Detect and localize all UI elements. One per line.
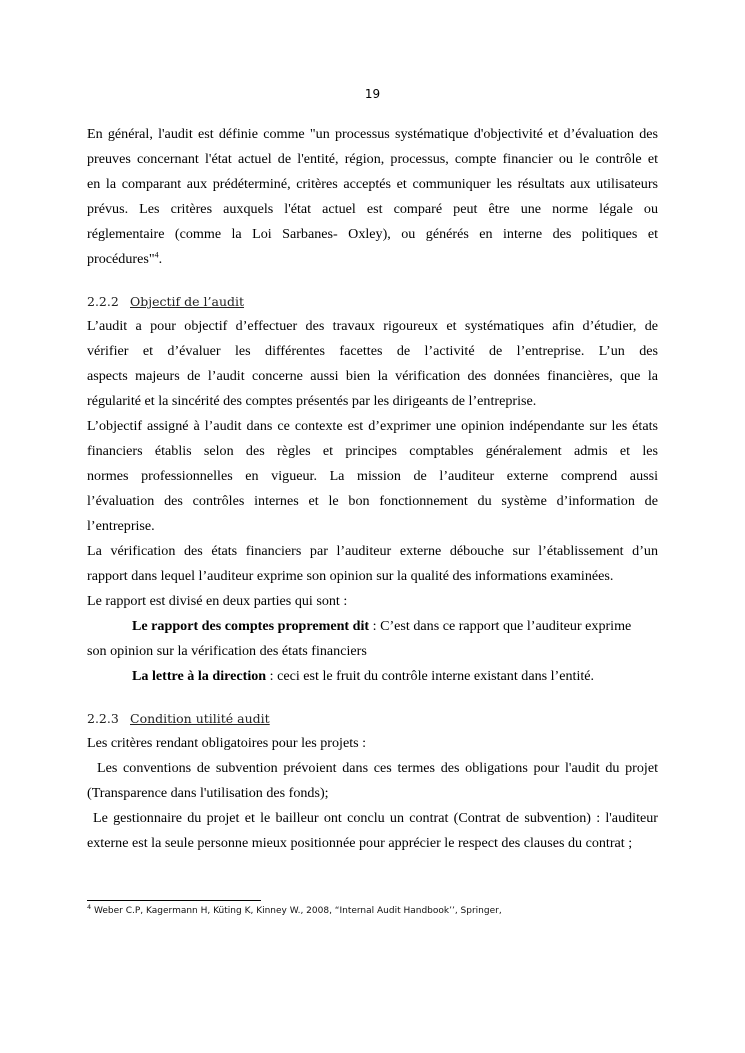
text-line: rapport dans lequel l’auditeur exprime son opinion sur la qualité des informations examinées. bbox=[87, 568, 614, 584]
section-heading bbox=[87, 707, 658, 731]
text-line: prévus. Les critères auxquels l'état actuel est comparé peut être une norme légale ou bbox=[87, 201, 658, 217]
text-line: Les critères rendant obligatoires pour les projets : bbox=[87, 735, 367, 751]
list-item-title: Le rapport des comptes proprement dit bbox=[132, 618, 370, 634]
section-condition bbox=[87, 707, 658, 856]
list-item-text: : ceci est le fruit du contrôle interne existant dans l’entité. bbox=[266, 668, 595, 684]
footnote-separator bbox=[87, 900, 261, 901]
footnote bbox=[87, 903, 502, 916]
text-line: La vérification des états financiers par l’auditeur externe débouche sur l’établissement d’un bbox=[87, 543, 658, 559]
text-line: En général, l'audit est définie comme "un processus systématique d'objectivité et d’évaluation des bbox=[87, 126, 658, 142]
text-line-content: . bbox=[158, 251, 163, 267]
text-line: aspects majeurs de l’audit concerne aussi bien la vérification des données financières, que la bbox=[87, 368, 658, 384]
list-item-title: La lettre à la direction bbox=[132, 668, 267, 684]
text-line: Les conventions de subvention prévoient dans ces termes des obligations pour l'audit du projet bbox=[97, 760, 658, 776]
text-line: son opinion sur la vérification des états financiers bbox=[87, 643, 367, 659]
list-item bbox=[87, 664, 658, 689]
text-line bbox=[87, 247, 658, 272]
text-line: l’évaluation des contrôles internes et le bon fonctionnement du système d’information de bbox=[87, 493, 658, 509]
text-line: financiers établis selon des règles et principes comptables généralement admis et les bbox=[87, 443, 658, 459]
text-line: (Transparence dans l'utilisation des fonds); bbox=[87, 785, 329, 801]
footnote-text: Weber C.P, Kagermann H, Küting K, Kinney W., 2008, “Internal Audit Handbook’’, Springer, bbox=[91, 906, 502, 916]
text-line: l’entreprise. bbox=[87, 518, 155, 534]
section-title: Condition utilité audit bbox=[130, 711, 270, 726]
intro-paragraph bbox=[87, 122, 658, 272]
section-title: Objectif de l’audit bbox=[130, 294, 245, 309]
text-line: vérifier et d’évaluer les différentes facettes de l’activité de l’entreprise. L’un des bbox=[87, 343, 658, 359]
text-line: régularité et la sincérité des comptes présentés par les dirigeants de l’entreprise. bbox=[87, 393, 537, 409]
section-number: 2.2.2 bbox=[87, 294, 119, 309]
text-line: L’audit a pour objectif d’effectuer des travaux rigoureux et systématiques afin d’étudier, de bbox=[87, 318, 658, 334]
footnote-number: 4 bbox=[87, 903, 92, 911]
section-objectif bbox=[87, 290, 658, 689]
text-line: réglementaire (comme la Loi Sarbanes- Oxley), ou générés en interne des politiques et bbox=[87, 226, 658, 242]
text-line: L’objectif assigné à l’audit dans ce contexte est d’exprimer une opinion indépendante sur les états bbox=[87, 418, 658, 434]
text-line: Le rapport est divisé en deux parties qui sont : bbox=[87, 593, 348, 609]
text-line: normes professionnelles en vigueur. La mission de l’auditeur externe comprend aussi bbox=[87, 468, 658, 484]
list-item bbox=[87, 614, 658, 639]
section-number: 2.2.3 bbox=[87, 711, 119, 726]
text-line-content: procédures" bbox=[87, 251, 155, 267]
section-heading bbox=[87, 290, 658, 314]
page-number: 19 bbox=[364, 87, 381, 101]
text-line: preuves concernant l'état actuel de l'entité, région, processus, compte financier ou le contrôle et bbox=[87, 151, 658, 167]
text-line: externe est la seule personne mieux positionnée pour apprécier le respect des clauses du contrat ; bbox=[87, 835, 633, 851]
list-item-text: : C’est dans ce rapport que l’auditeur exprime bbox=[369, 618, 632, 634]
text-line: en la comparant aux prédéterminé, critères acceptés et communiquer les résultats aux utilisateurs bbox=[87, 176, 658, 192]
footnote-reference[interactable]: 4 bbox=[154, 250, 159, 260]
text-line: Le gestionnaire du projet et le bailleur ont conclu un contrat (Contrat de subvention) : l'auditeur bbox=[93, 810, 658, 826]
